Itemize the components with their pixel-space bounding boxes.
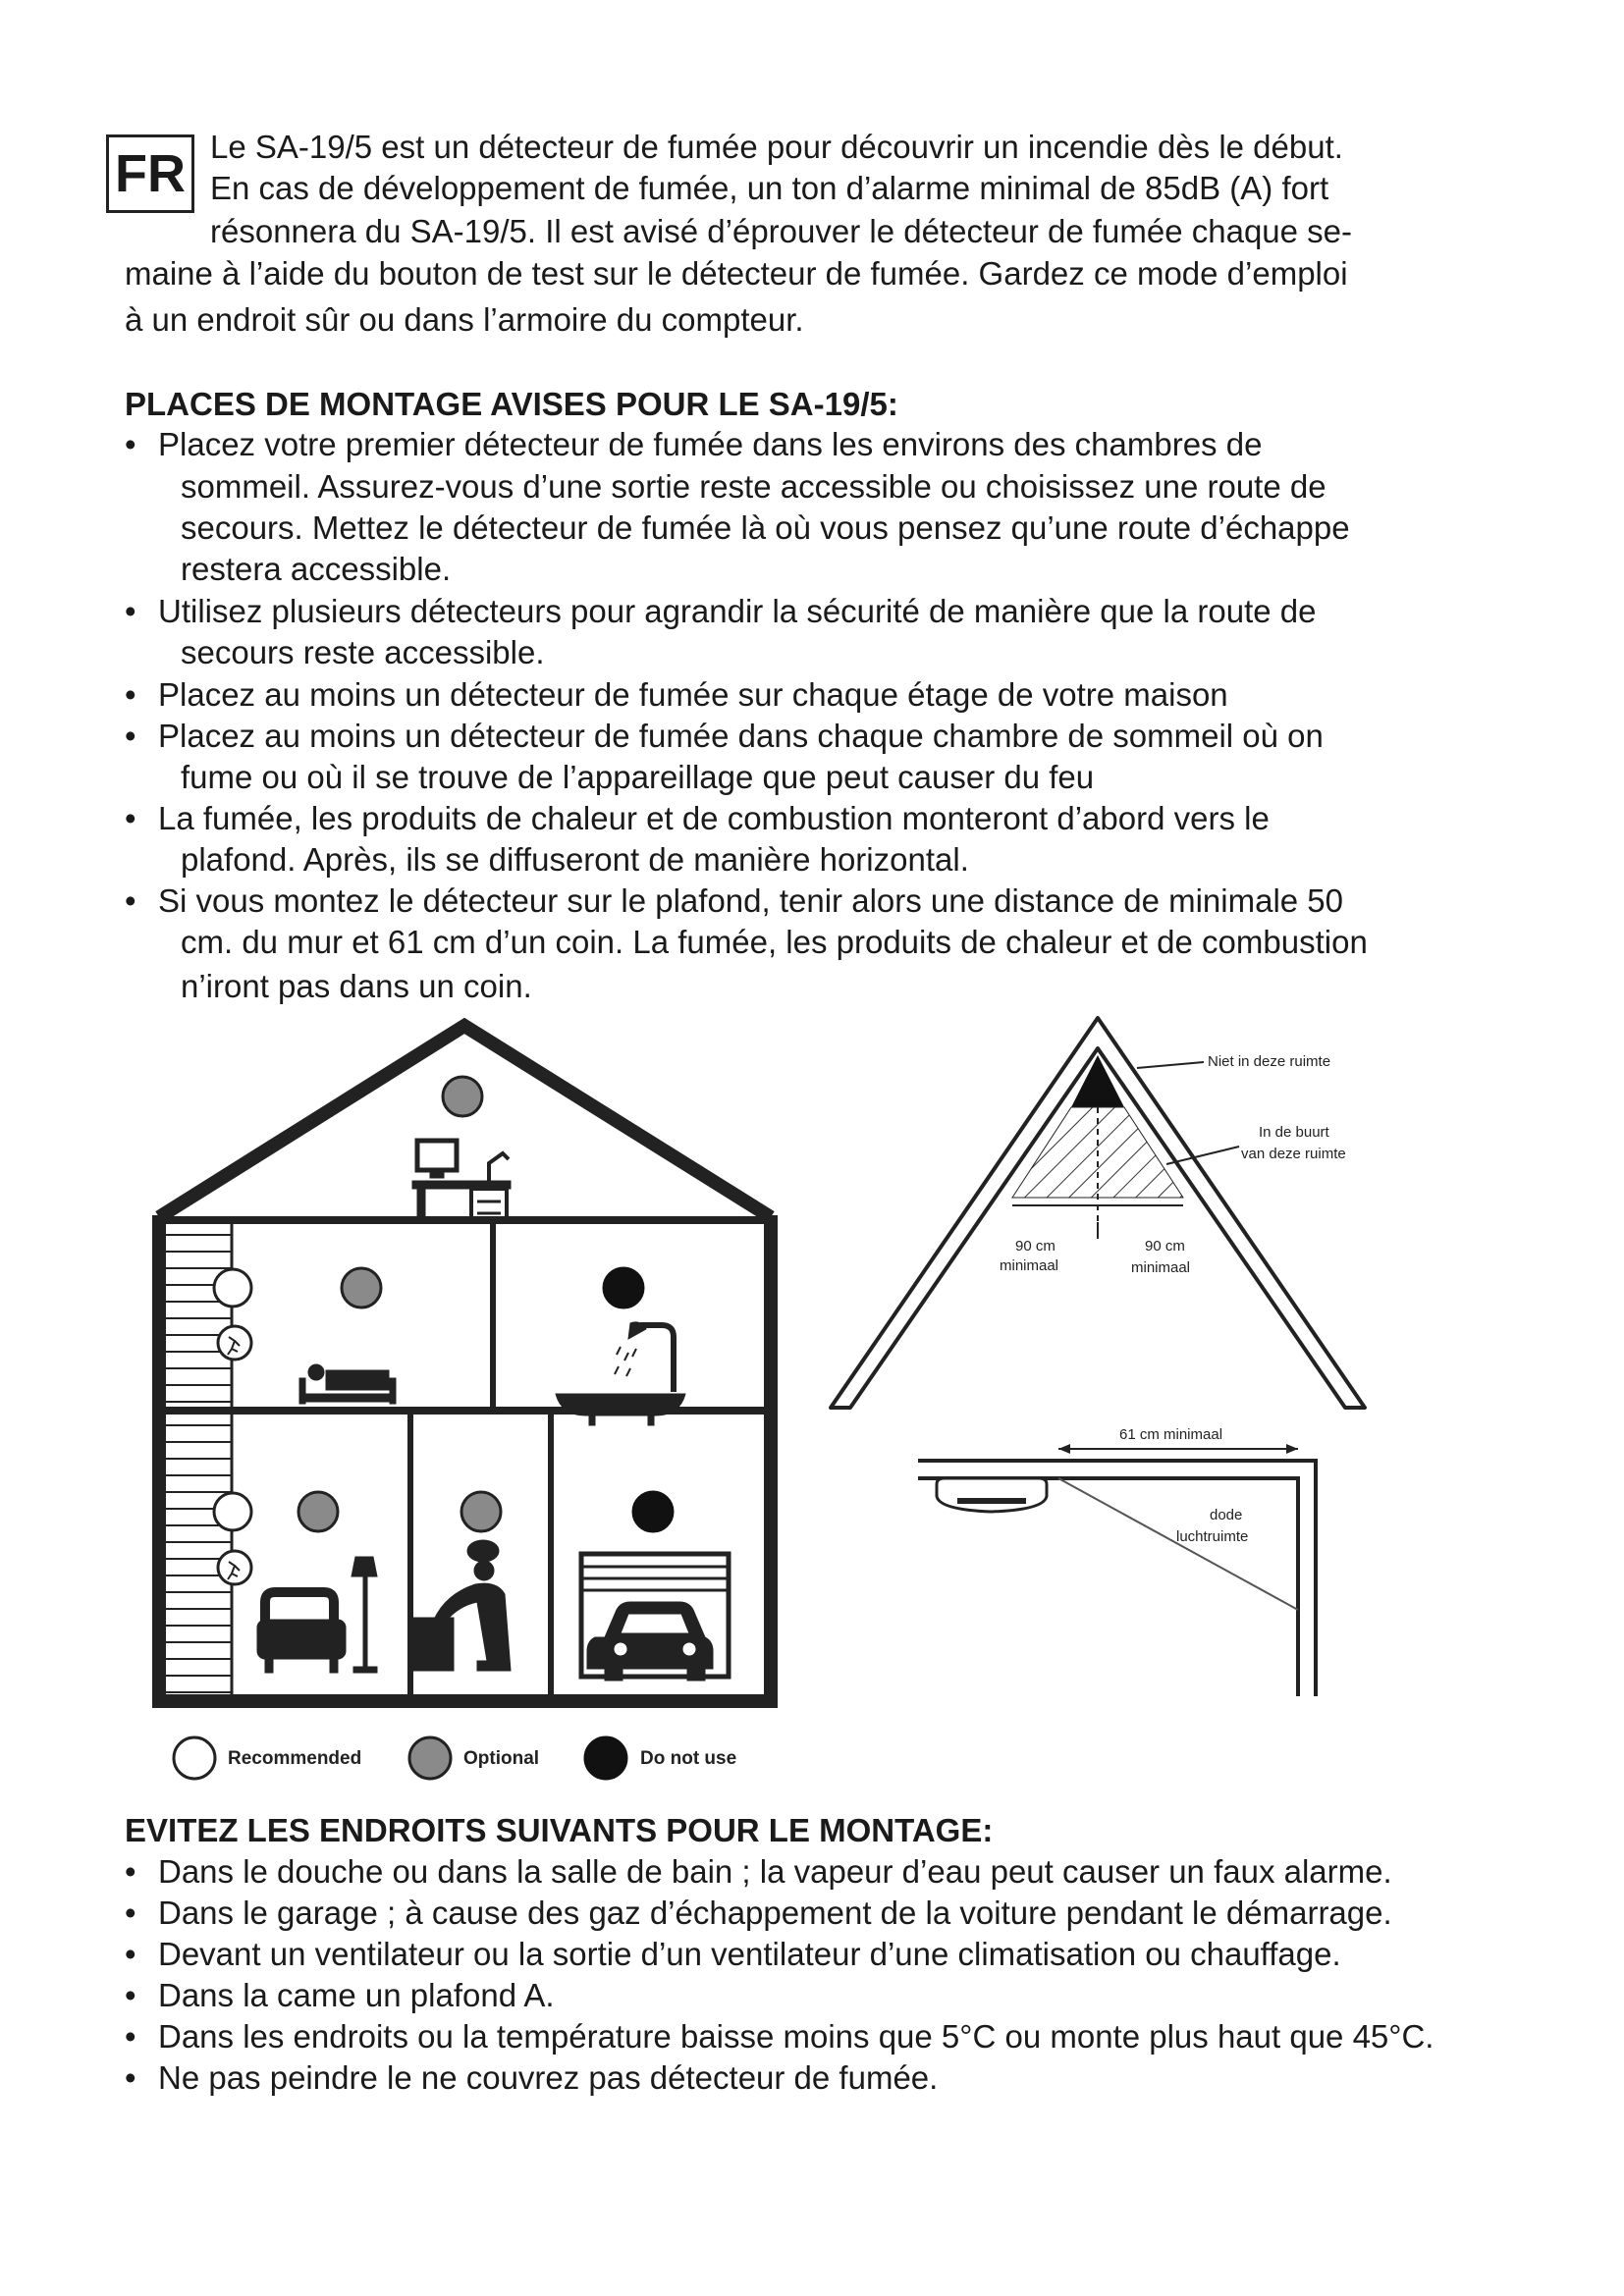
desk-icon	[412, 1141, 511, 1220]
optional-detector	[298, 1077, 501, 1531]
list-item	[125, 1893, 1392, 1934]
car-icon	[587, 1602, 713, 1681]
list-item-text: La fumée, les produits de chaleur et de combustion monteront d’abord vers le	[158, 800, 1270, 836]
bullet-dot: •	[125, 800, 136, 836]
legend-recommended-label: Recommended	[228, 1748, 362, 1769]
list-item-text: Dans le douche ou dans la salle de bain ; la vapeur d’eau peut causer un faux alarme.	[158, 1853, 1392, 1890]
legend-optional-swatch	[409, 1737, 451, 1779]
attic-dim-right: minimaal	[1131, 1259, 1191, 1276]
list-item	[125, 1975, 555, 2016]
attic-label-near: In de buurt	[1259, 1124, 1329, 1141]
bullet-dot: •	[125, 1895, 136, 1931]
ceiling-dim-label: 61 cm minimaal	[1119, 1426, 1223, 1443]
list-item-text: Si vous montez le détecteur sur le plafond, tenir alors une distance de minimale 50	[158, 882, 1343, 919]
attic-dim-left: minimaal	[1000, 1257, 1059, 1274]
list-item-text: Utilisez plusieurs détecteurs pour agrandir la sécurité de manière que la route de	[158, 593, 1317, 629]
exit-icon	[218, 1326, 251, 1584]
list-item-text: Dans le garage ; à cause des gaz d’échappement de la voiture pendant le démarrage.	[158, 1895, 1392, 1931]
list-item	[125, 1934, 1341, 1975]
dead-air-label: luchtruimte	[1176, 1528, 1249, 1545]
bullet-dot: •	[125, 676, 136, 713]
bullet-dot: •	[125, 2059, 136, 2096]
list-item-text: Dans les endroits ou la température baisse moins que 5°C ou monte plus haut que 45°C.	[158, 2018, 1435, 2055]
section-heading-mounting: PLACES DE MONTAGE AVISES POUR LE SA-19/5:	[125, 386, 898, 422]
list-item-text: Devant un ventilateur ou la sortie d’un ventilateur d’une climatisation ou chauffage.	[158, 1936, 1341, 1972]
armchair-icon	[257, 1592, 346, 1673]
list-item-text: cm. du mur et 61 cm d’un coin. La fumée, les produits de chaleur et de combustion	[181, 924, 1368, 960]
attic-dim-left: 90 cm	[1015, 1238, 1056, 1255]
list-item-text: secours. Mettez le détecteur de fumée là où vous pensez qu’une route d’échappe	[181, 509, 1350, 546]
legend	[174, 1737, 736, 1779]
list-item-text: restera accessible.	[181, 551, 452, 587]
list-item-text: n’iront pas dans un coin.	[181, 968, 532, 1004]
list-item-text: Placez au moins un détecteur de fumée dans chaque chambre de sommeil où on	[158, 718, 1324, 754]
legend-do-not-use-label: Do not use	[640, 1748, 737, 1769]
attic-dim-right: 90 cm	[1145, 1238, 1185, 1255]
bullet-dot: •	[125, 2018, 136, 2055]
intro-line-5: à un endroit sûr ou dans l’armoire du compteur.	[125, 301, 804, 338]
list-item-text: secours reste accessible.	[181, 634, 545, 670]
attic-label-forbidden: Niet in deze ruimte	[1208, 1053, 1331, 1070]
lamp-icon	[352, 1557, 377, 1673]
bullet-dot: •	[125, 426, 136, 462]
intro-line-3: résonnera du SA-19/5. Il est avisé d’éprouver le détecteur de fumée chaque se-	[210, 213, 1353, 249]
list-item-text: Placez au moins un détecteur de fumée sur chaque étage de votre maison	[158, 676, 1228, 713]
list-item-text: Ne pas peindre le ne couvrez pas détecteur de fumée.	[158, 2059, 939, 2096]
cook-icon	[412, 1540, 511, 1671]
bullet-dot: •	[125, 593, 136, 629]
intro-line-1: Le SA-19/5 est un détecteur de fumée pour découvrir un incendie dès le début.	[210, 129, 1343, 165]
bullet-dot: •	[125, 1936, 136, 1972]
bullet-dot: •	[125, 1977, 136, 2013]
bathtub-icon	[556, 1322, 685, 1425]
list-item	[125, 1851, 1392, 1893]
legend-optional-label: Optional	[463, 1748, 540, 1769]
ceiling-diagram	[918, 1444, 1316, 1696]
list-item-text: plafond. Après, ils se diffuseront de manière horizontal.	[181, 841, 969, 878]
bullet-dot: •	[125, 1853, 136, 1890]
intro-line-2: En cas de développement de fumée, un ton d’alarme minimal de 85dB (A) fort	[210, 170, 1329, 206]
dead-air-label: dode	[1210, 1507, 1243, 1523]
attic-diagram	[831, 1018, 1365, 1408]
intro-line-4: maine à l’aide du bouton de test sur le détecteur de fumée. Gardez ce mode d’emploi	[125, 255, 1348, 292]
legend-do-not-use-swatch	[585, 1737, 626, 1779]
list-item-text: fume ou où il se trouve de l’appareillage que peut causer du feu	[181, 759, 1095, 795]
language-badge: FR	[106, 134, 194, 213]
list-item-text: Placez votre premier détecteur de fumée dans les environs des chambres de	[158, 426, 1263, 462]
legend-recommended-swatch	[174, 1737, 215, 1779]
bullet-dot: •	[125, 718, 136, 754]
bullet-dot: •	[125, 882, 136, 919]
list-item	[125, 2016, 1434, 2057]
bed-icon	[299, 1364, 396, 1404]
section-heading-avoid: EVITEZ LES ENDROITS SUIVANTS POUR LE MONTAGE:	[125, 1812, 994, 1848]
list-item-text: Dans la came un plafond A.	[158, 1977, 555, 2013]
list-item	[125, 2057, 938, 2099]
attic-label-near: van deze ruimte	[1241, 1146, 1346, 1162]
ceiling-detector	[937, 1478, 1047, 1512]
list-item-text: sommeil. Assurez-vous d’une sortie reste accessible ou choisissez une route de	[181, 468, 1326, 505]
